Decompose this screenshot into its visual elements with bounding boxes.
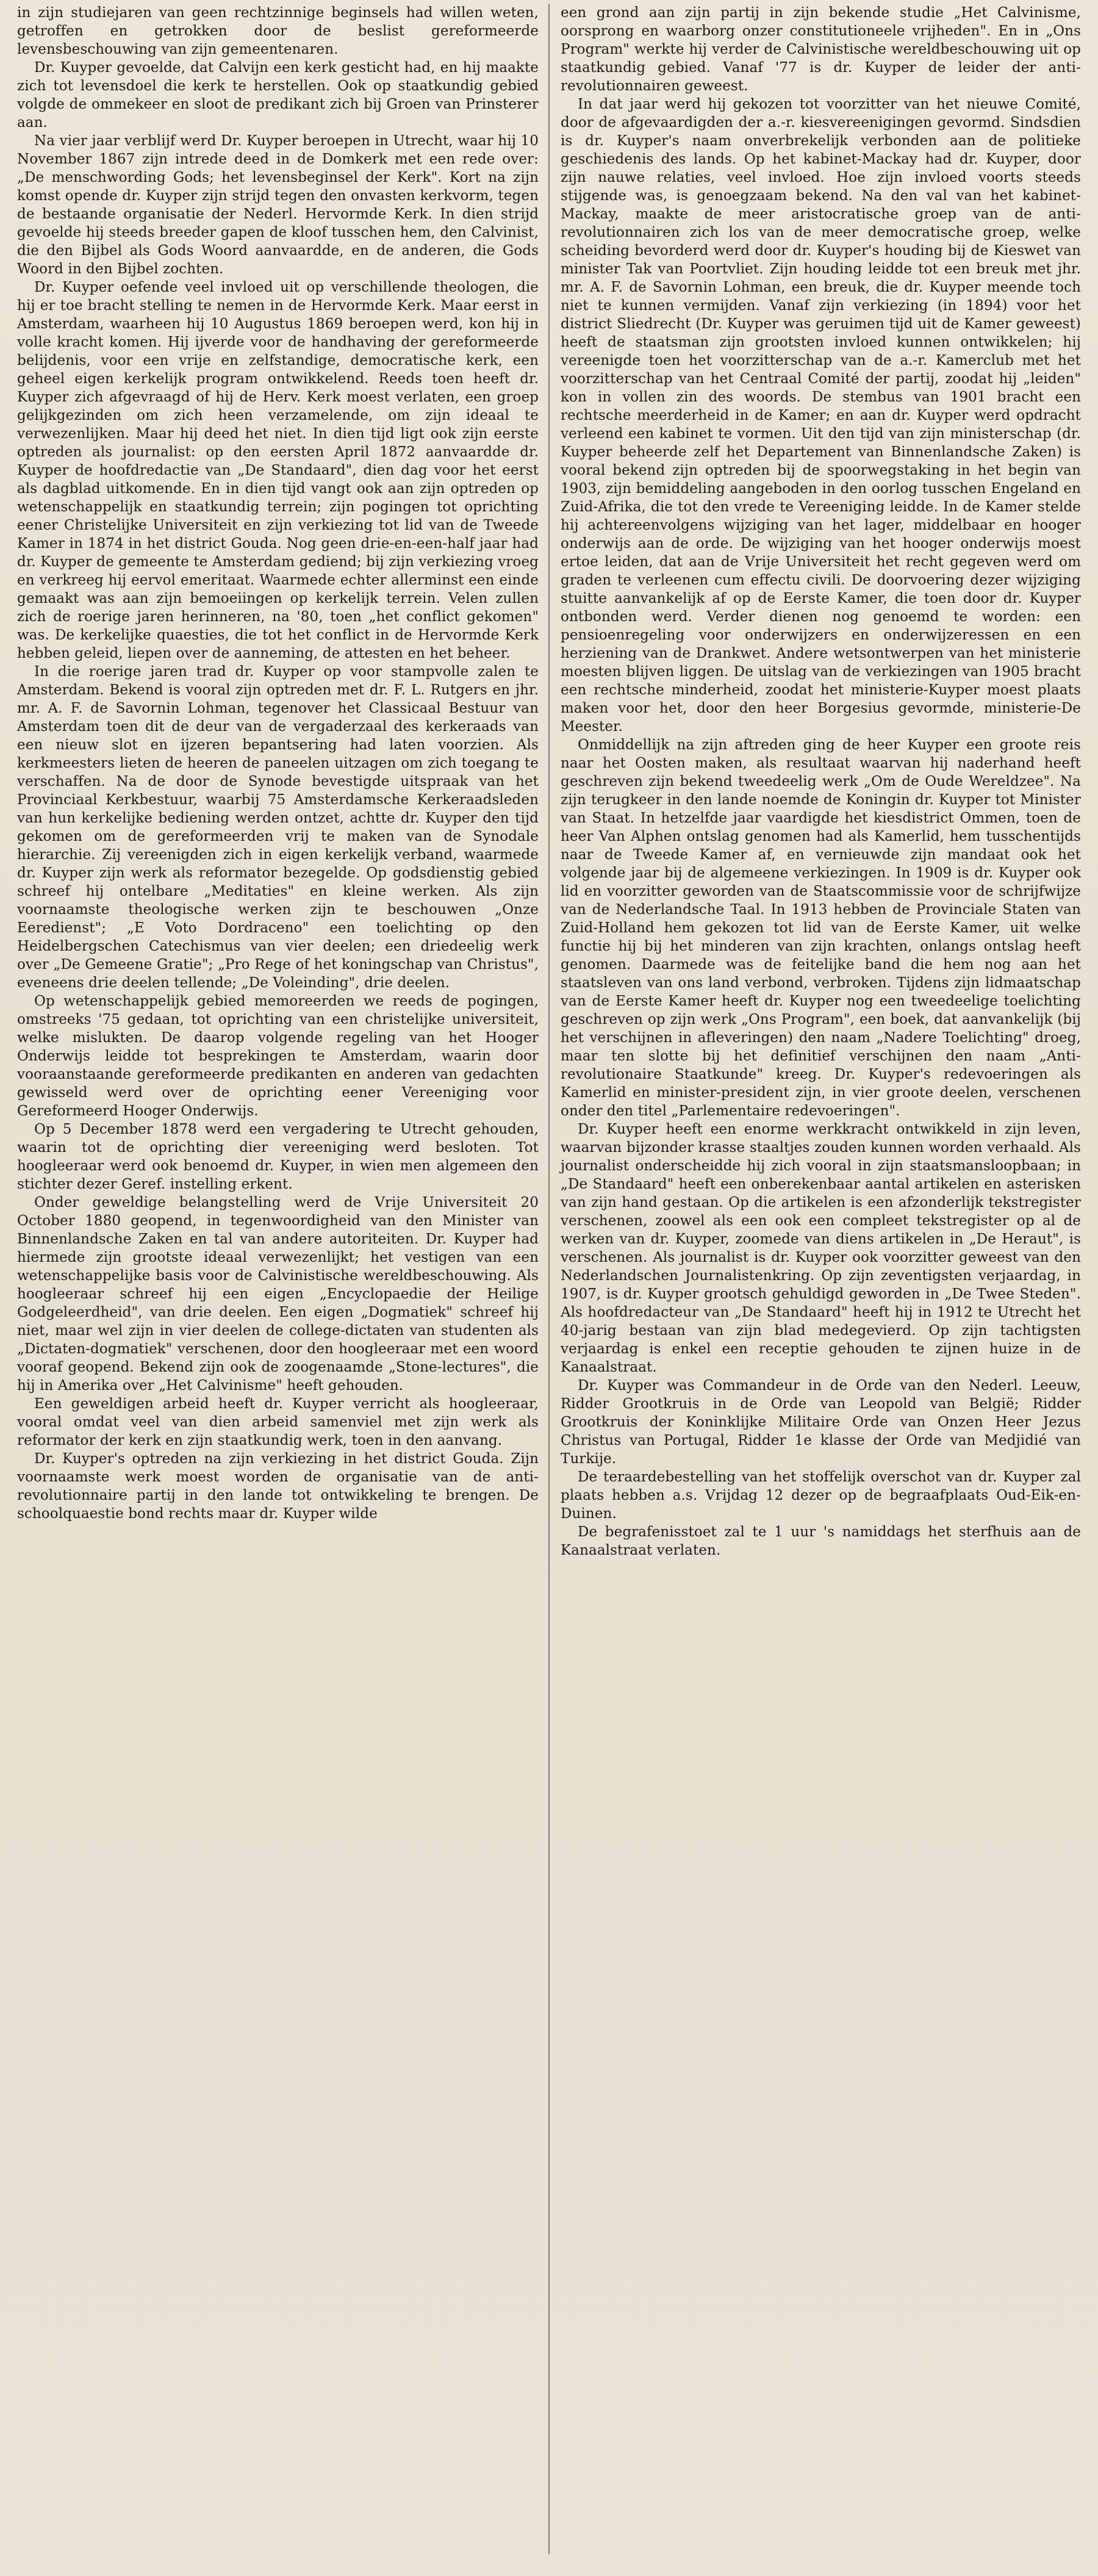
paragraph: De teraardebestelling van het stoffelijk overschot van dr. Kuyper zal plaats hebben a.s. Vrijdag 12 dezer op de begraafplaats Oud-Eik-en-Duinen. (561, 1469, 1081, 1522)
paragraph: in zijn studiejaren van geen rechtzinnige beginsels had willen weten, getroffen en getrokken door de beslist gereformeerde levensbeschouwing van zijn gemeentenaren. (17, 5, 539, 57)
right-column (550, 4, 1085, 2554)
article-columns (13, 4, 1085, 2554)
paragraph: Onder geweldige belangstelling werd de Vrije Universiteit 20 October 1880 geopend, in tegenwoordigheid van den Minister van Binnenlandsche Zaken en tal van andere autoriteiten. Dr. Kuyper had hiermede zijn grootste ideaal verwezenlijkt; het vestigen van een wetenschappelijke basis voor de Calvinistische wereldbeschouwing. Als hoogleeraar schreef hij een eigen „Encyclopaedie der Heilige Godgeleerdheid", van drie deelen. Een eigen „Dogmatiek" schreef hij niet, maar wel zijn in vier deelen de college-dictaten van studenten als „Dictaten-dogmatiek" verschenen, door den hoogleeraar met een woord vooraf geopend. Bekend zijn ook de zoogenaamde „Stone-lectures", die hij in Amerika over „Het Calvinisme" heeft gehouden. (17, 1195, 539, 1394)
paragraph: Na vier jaar verblijf werd Dr. Kuyper beroepen in Utrecht, waar hij 10 November 1867 zijn intrede deed in de Domkerk met een rede over: „De menschwording Gods; het levensbeginsel der Kerk". Kort na zijn komst opende dr. Kuyper zijn strijd tegen den onvasten kerkvorm, tegen de bestaande organisatie der Nederl. Hervormde Kerk. In dien strijd gevoelde hij steeds breeder gapen de kloof tusschen hem, den Calvinist, die den Bijbel als Gods Woord aanvaardde, en de anderen, die Gods Woord in den Bijbel zochten. (17, 133, 539, 277)
left-column (13, 4, 548, 2554)
paragraph: Op 5 December 1878 werd een vergadering te Utrecht gehouden, waarin tot de oprichting dier vereeniging werd besloten. Tot hoogleeraar werd ook benoemd dr. Kuyper, in wien men algemeen den stichter dezer Geref. instelling erkent. (17, 1121, 539, 1192)
paragraph: Dr. Kuyper was Commandeur in de Orde van den Nederl. Leeuw, Ridder Grootkruis in de Orde van Leopold van België; Ridder Grootkruis der Koninklijke Militaire Orde van Onzen Heer Jezus Christus van Portugal, Ridder 1e klasse der Orde van Medjidié van Turkije. (561, 1378, 1081, 1467)
paragraph: Dr. Kuyper gevoelde, dat Calvijn een kerk gesticht had, en hij maakte zich tot levensdoel die kerk te herstellen. Ook op staatkundig gebied volgde de ommekeer en sloot de predikant zich bij Groen van Prinsterer aan. (17, 60, 539, 131)
paragraph: een grond aan zijn partij in zijn bekende studie „Het Calvinisme, oorsprong en waarborg onzer constitutioneele vrijheden". En in „Ons Program" werkte hij verder de Calvinistische wereldbeschouwing uit op staatkundig gebied. Vanaf '77 is dr. Kuyper de leider der anti-revolutionnairen geweest. (561, 5, 1081, 94)
paragraph: De begrafenisstoet zal te 1 uur 's namiddags het sterfhuis aan de Kanaalstraat verlaten. (561, 1524, 1081, 1558)
paragraph: Onmiddellijk na zijn aftreden ging de heer Kuyper een groote reis naar het Oosten maken, als resultaat waarvan hij naderhand heeft geschreven zijn bekend tweedeelig werk „Om de Oude Wereldzee". Na zijn terugkeer in den lande noemde de Koningin dr. Kuyper tot Minister van Staat. In hetzelfde jaar vaardigde het kiesdistrict Ommen, toen de heer Van Alphen ontslag genomen had als Kamerlid, hem tusschentijds naar de Tweede Kamer af, en vernieuwde zijn mandaat ook het volgende jaar bij de algemeene verkiezingen. In 1909 is dr. Kuyper ook lid en voorzitter geworden van de Staatscommissie voor de schrijfwijze van de Nederlandsche Taal. In 1913 hebben de Provinciale Staten van Zuid-Holland hem gekozen tot lid van de Eerste Kamer, uit welke functie hij bij het minderen van zijn krachten, onlangs ontslag heeft genomen. Daarmede was de feitelijke band die hem nog aan het staatsleven van ons land verbond, verbroken. Tijdens zijn lidmaatschap van de Eerste Kamer heeft dr. Kuyper nog een tweedeelige toelichting geschreven op zijn werk „Ons Program", een boek, dat aanvankelijk (bij het verschijnen in afleveringen) den naam „Nadere Toelichting" droeg, maar ten slotte bij het definitief verschijnen den naam „Anti-revolutionaire Staatkunde" kreeg. Dr. Kuyper's redevoeringen als Kamerlid en minister-president zijn, in vier groote deelen, verschenen onder den titel „Parlementaire redevoeringen". (561, 737, 1081, 1119)
paragraph: Een geweldigen arbeid heeft dr. Kuyper verricht als hoogleeraar, vooral omdat veel van dien arbeid samenviel met zijn werk als reformator der kerk en zijn staatkundig werk, toen in den aanvang. (17, 1396, 539, 1448)
paragraph: Dr. Kuyper's optreden na zijn verkiezing in het district Gouda. Zijn voornaamste werk moest worden de organisatie van de anti-revolutionnaire partij in den lande tot ontwikkeling te brengen. De schoolquaestie bond rechts maar dr. Kuyper wilde (17, 1451, 539, 1522)
column-divider (548, 4, 550, 2554)
paragraph: In die roerige jaren trad dr. Kuyper op voor stampvolle zalen te Amsterdam. Bekend is vooral zijn optreden met dr. F. L. Rutgers en jhr. mr. A. F. de Savornin Lohman, tegenover het Classicaal Bestuur van Amsterdam toen dit de deur van de vergaderzaal des kerkeraads van een nieuw slot en ijzeren bepantsering had laten voorzien. Als kerkmeesters lieten de heeren de paneelen uitzagen om zich toegang te verschaffen. Na de door de Synode bevestigde uitspraak van het Provinciaal Kerkbestuur, waarbij 75 Amsterdamsche Kerkeraadsleden van hun kerkelijke bediening werden ontzet, achtte dr. Kuyper den tijd gekomen om de gereformeerden vrij te maken van de Synodale hierarchie. Zij vereenigden zich in eigen kerkelijk verband, waarmede dr. Kuyper zijn werk als reformator bezegelde. Op godsdienstig gebied schreef hij ontelbare „Meditaties" en kleine werken. Als zijn voornaamste theologische werken zijn te beschouwen „Onze Eeredienst"; „E Voto Dordraceno" een toelichting op den Heidelbergschen Catechismus van vier deelen; een driedeelig werk over „De Gemeene Gratie"; „Pro Rege of het koningschap van Christus", eveneens drie deelen tellende; „De Voleinding", drie deelen. (17, 664, 539, 991)
paragraph: Op wetenschappelijk gebied memoreerden we reeds de pogingen, omstreeks '75 gedaan, tot oprichting van een christelijke universiteit, welke mislukten. De daarop volgende regeling van het Hooger Onderwijs leidde tot besprekingen te Amsterdam, waarin door vooraanstaande gereformeerde predikanten en anderen van gedachten gewisseld werd over de oprichting eener Vereeniging voor Gereformeerd Hooger Onderwijs. (17, 993, 539, 1119)
paragraph: In dat jaar werd hij gekozen tot voorzitter van het nieuwe Comité, door de afgevaardigden der a.-r. kiesvereenigingen gevormd. Sindsdien is dr. Kuyper's naam onverbrekelijk verbonden aan de politieke geschiedenis des lands. Op het kabinet-Mackay had dr. Kuyper, door zijn nauwe relaties, veel invloed. Hoe zijn invloed voorts steeds stijgende was, is genoegzaam bekend. Na den val van het kabinet-Mackay, maakte de meer aristocratische groep van de anti-revolutionnairen zich los van de meer democratische groep, welke scheiding bevorderd werd door dr. Kuyper's houding bij de Kieswet van minister Tak van Poortvliet. Zijn houding leidde tot een breuk met jhr. mr. A. F. de Savornin Lohman, een breuk, die dr. Kuyper meende toch niet te kunnen vermijden. Vanaf zijn verkiezing (in 1894) voor het district Sliedrecht (Dr. Kuyper was geruimen tijd uit de Kamer geweest) heeft de staatsman zijn grootsten invloed kunnen ontwikkelen; hij vereenigde toen het voorzitterschap van de a.-r. Kamerclub met het voorzitterschap van het Centraal Comité der partij, zoodat hij „leiden" kon in vollen zin des woords. De stembus van 1901 bracht een rechtsche meerderheid in de Kamer; en aan dr. Kuyper werd opdracht verleend een kabinet te vormen. Uit den tijd van zijn ministerschap (dr. Kuyper beheerde zelf het Departement van Binnenlandsche Zaken) is vooral bekend zijn optreden bij de spoorwegstaking in het begin van 1903, zijn bemiddeling aangeboden in den oorlog tusschen Engeland en Zuid-Afrika, die tot den vrede te Vereeniging leidde. In de Kamer stelde hij achtereenvolgens wijziging van het lager, middelbaar en hooger onderwijs aan de orde. De wijziging van het hooger onderwijs moest ertoe leiden, dat aan de Vrije Universiteit het recht gegeven werd om graden te verleenen cum effectu civili. De doorvoering dezer wijziging stuitte aanvankelijk af op de Eerste Kamer, die toen door dr. Kuyper ontbonden werd. Verder dienen nog genoemd te worden: een pensioenregeling voor onderwijzers en onderwijzeressen en een herziening van de Drankwet. Andere wetsontwerpen van het ministerie moesten blijven liggen. De uitslag van de verkiezingen van 1905 bracht een rechtsche minderheid, zoodat het ministerie-Kuyper moest plaats maken voor het, door den heer Borgesius gevormde, ministerie-De Meester. (561, 96, 1081, 735)
paragraph: Dr. Kuyper heeft een enorme werkkracht ontwikkeld in zijn leven, waarvan bijzonder krasse staaltjes zouden kunnen worden verhaald. Als journalist onderscheidde hij zich vooral in zijn staatsmansloopbaan; in „De Standaard" heeft een onberekenbaar aantal artikelen en asterisken van zijn hand gestaan. Op die artikelen is een afzonderlijk tekstregister verschenen, zoowel als een ook een compleet tekstregister op al de werken van dr. Kuyper, zoomede van diens artikelen in „De Heraut", is verschenen. Als journalist is dr. Kuyper ook voorzitter geweest van den Nederlandschen Journalistenkring. Op zijn zeventigsten verjaardag, in 1907, is dr. Kuyper grootsch gehuldigd geworden in „De Twee Steden". Als hoofdredacteur van „De Standaard" heeft hij in 1912 te Utrecht het 40-jarig bestaan van zijn blad medegevierd. Op zijn tachtigsten verjaardag is enkel een receptie gehouden te zijnen huize in de Kanaalstraat. (561, 1121, 1081, 1375)
paragraph: Dr. Kuyper oefende veel invloed uit op verschillende theologen, die hij er toe bracht stelling te nemen in de Hervormde Kerk. Maar eerst in Amsterdam, waarheen hij 10 Augustus 1869 beroepen werd, kon hij in volle kracht komen. Hij ijverde voor de handhaving der gereformeerde belijdenis, voor een vrije en zelfstandige, democratische kerk, een geheel eigen kerkelijk program ontwikkelend. Reeds toen heeft dr. Kuyper zich afgevraagd of hij de Herv. Kerk moest verlaten, een groep gelijkgezinden om zich heen verzamelende, om zijn ideaal te verwezenlijken. Maar hij deed het niet. In dien tijd ligt ook zijn eerste optreden als journalist: op den eersten April 1872 aanvaardde dr. Kuyper de hoofdredactie van „De Standaard", dien dag voor het eerst als dagblad uitkomende. En in dien tijd vangt ook aan zijn optreden op wetenschappelijk en staatkundig terrein; zijn pogingen tot oprichting eener Christelijke Universiteit en zijn verkiezing tot lid van de Tweede Kamer in 1874 in het district Gouda. Nog geen drie-en-een-half jaar had dr. Kuyper de gemeente te Amsterdam gediend; bij zijn verkiezing vroeg en verkreeg hij eervol emeritaat. Waarmede echter allerminst een einde gemaakt was aan zijn bemoeiingen op kerkelijk terrein. Velen zullen zich de roerige jaren herinneren, na '80, toen „het conflict gekomen" was. De kerkelijke quaesties, die tot het conflict in de Hervormde Kerk hebben geleid, liepen over de aanneming, de attesten en het beheer. (17, 279, 539, 661)
